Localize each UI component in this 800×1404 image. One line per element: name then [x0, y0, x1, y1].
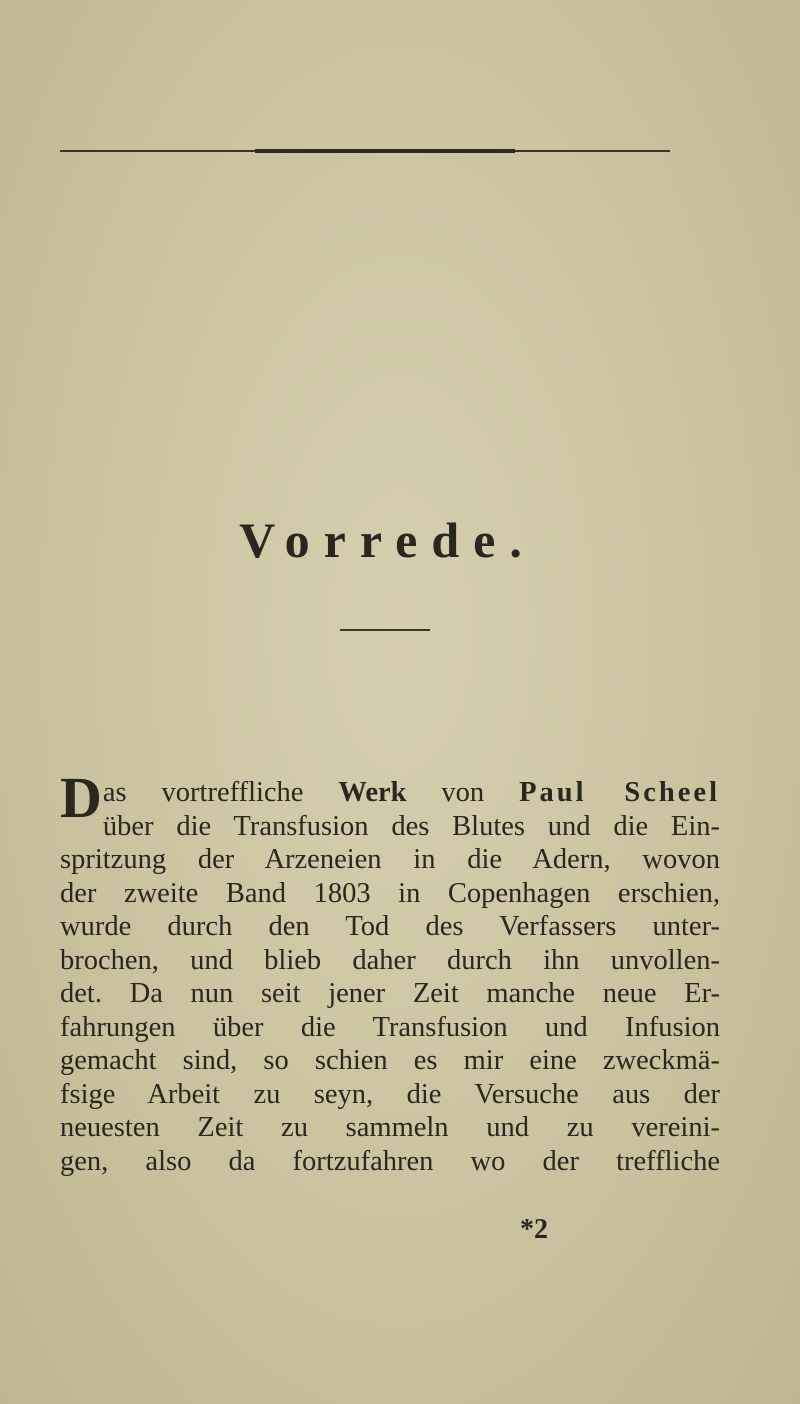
text-line-2: über die Transfusion des Blutes und die Ein-	[102, 810, 720, 842]
text-line-5: wurde durch den Tod des Verfassers unter-	[60, 911, 720, 942]
text-line-11: neuesten Zeit zu sammeln und zu vereini-	[60, 1112, 720, 1143]
text-fragment: as vortreffliche	[102, 777, 339, 808]
text-line-1	[60, 776, 720, 810]
body-paragraph	[60, 765, 720, 1178]
text-line-4: der zweite Band 1803 in Copenhagen erschien,	[60, 877, 720, 909]
page-heading: Vorrede.	[239, 512, 536, 568]
text-line-6: brochen, und blieb daher durch ihn unvollen-	[60, 944, 720, 976]
text-line-3: spritzung der Arzeneien in die Adern, wovon	[60, 844, 720, 875]
text-line-10: fsige Arbeit zu seyn, die Versuche aus der	[60, 1078, 720, 1110]
text-line-9: gemacht sind, so schien es mir eine zweckmä-	[60, 1045, 720, 1076]
heading-rule	[340, 629, 430, 631]
text-line-8: fahrungen über die Transfusion und Infusion	[60, 1011, 720, 1043]
text-line-12: gen, also da fortzufahren wo der treffliche	[60, 1145, 720, 1177]
drop-cap: D	[60, 765, 102, 830]
signature-mark: *2	[520, 1214, 548, 1245]
text-fragment: von	[406, 777, 520, 808]
text-fragment-bold: Werk	[338, 777, 407, 808]
text-line-7: det. Da nun seit jener Zeit manche neue Er-	[60, 978, 720, 1009]
author-name: Paul Scheel	[519, 777, 720, 808]
top-rule-bold-segment	[255, 149, 515, 153]
